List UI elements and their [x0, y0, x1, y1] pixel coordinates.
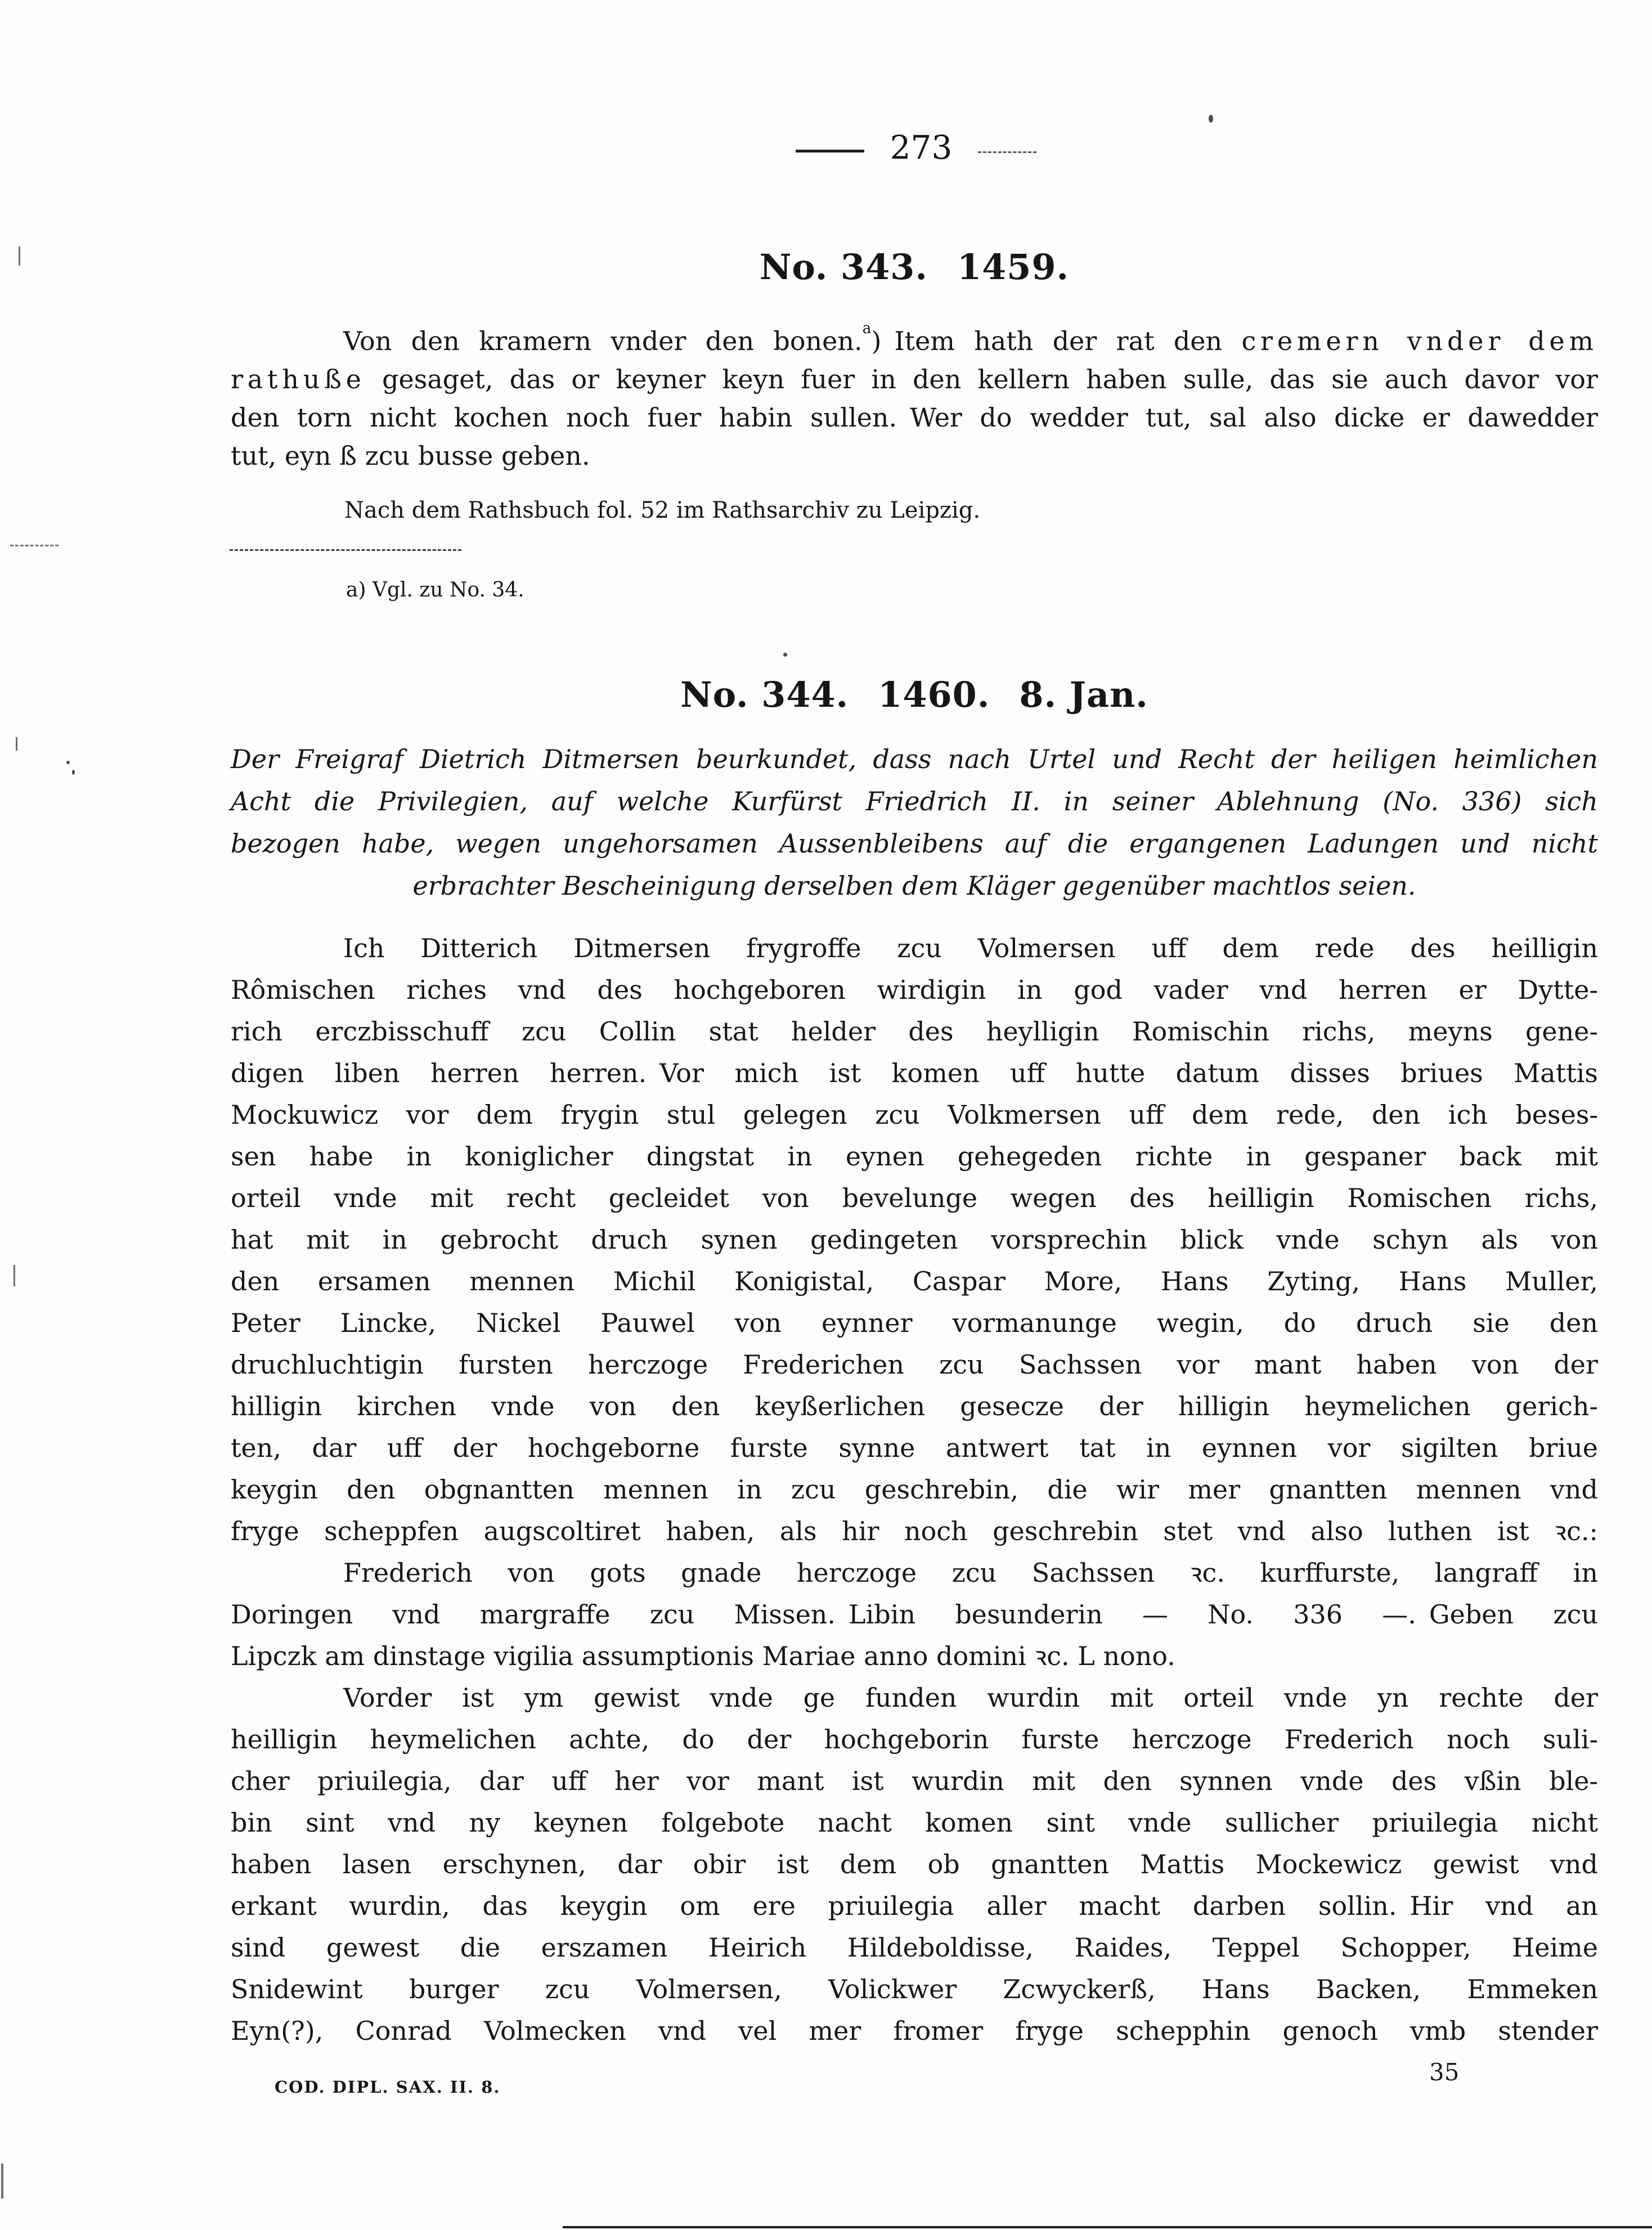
scan-artifact: [14, 1265, 15, 1286]
text-line: Mockuwicz vor dem frygin stul gelegen zcu Volkmersen uff dem rede, den ich beses-: [231, 1100, 1598, 1130]
text-line: den torn nicht kochen noch fuer habin sullen. Wer do wedder tut, sal also dicke er dawedder: [231, 402, 1598, 433]
text-line: Rômischen riches vnd des hochgeboren wirdigin in god vader vnd herren er Dytte-: [231, 975, 1598, 1005]
text-line: heilligin heymelichen achte, do der hochgeborin furste herczoge Frederich noch suli-: [231, 1724, 1598, 1755]
text-line: rathuße gesaget, das or keyner keyn fuer in den kellern haben sulle, das sie auch davor vor: [231, 364, 1598, 394]
text-line: druchluchtigin fursten herczoge Frederichen zcu Sachssen vor mant haben von der: [231, 1349, 1598, 1380]
page-header: [0, 125, 1652, 170]
header-right-rule: [978, 151, 1036, 153]
text-line: hat mit in gebrocht druch synen gedingeten vorsprechin blick vnde schyn als von: [231, 1224, 1598, 1255]
entry-343-footnote: a) Vgl. zu No. 34.: [346, 578, 524, 602]
text-line: erkant wurdin, das keygin om ere priuilegia aller macht darben sollin. Hir vnd an: [231, 1891, 1598, 1921]
header-left-rule: [796, 150, 864, 152]
entry-344-heading: [231, 674, 1598, 715]
scan-artifact: [1, 2164, 3, 2198]
page-number: 273: [890, 128, 953, 167]
text-line: Peter Lincke, Nickel Pauwel von eynner vormanunge wegin, do druch sie den: [231, 1308, 1598, 1338]
text-line: Snidewint burger zcu Volmersen, Volickwer Zcwyckerß, Hans Backen, Emmeken: [231, 1974, 1598, 2004]
text-line: Lipczk am dinstage vigilia assumptionis Mariae anno domini ꝛc. L nono.: [231, 1641, 1175, 1671]
scan-artifact: [1209, 115, 1213, 123]
text-line: Ich Ditterich Ditmersen frygroffe zcu Volmersen uff dem rede des heilligin: [343, 933, 1598, 963]
text-line: keygin den obgnantten mennen in zcu geschrebin, die wir mer gnantten mennen vnd: [231, 1474, 1598, 1505]
entry-344-summary: [231, 738, 1598, 907]
text-line: fryge scheppfen augscoltiret haben, als hir noch geschrebin stet vnd also luthen ist ꝛc.:: [231, 1516, 1598, 1546]
entry-344-day: 8. Jan.: [1019, 674, 1148, 715]
text-line: rich erczbisschuff zcu Collin stat helder des heylligin Romischin richs, meyns gene-: [231, 1016, 1598, 1047]
body-paragraph: [231, 1677, 1598, 2052]
scan-artifact: [783, 653, 787, 657]
text-line: ten, dar uff der hochgeborne furste synne antwert tat in eynnen vor sigilten briue: [231, 1433, 1598, 1463]
entry-344-year: 1460.: [878, 674, 990, 715]
body-paragraph: [231, 1552, 1598, 1677]
series-signature: COD. DIPL. SAX. II. 8.: [275, 2078, 501, 2097]
entry-343-paragraph: [231, 322, 1598, 475]
entry-343-heading: [231, 246, 1598, 288]
text-line: bezogen habe, wegen ungehorsamen Aussenbleibens auf die ergangenen Ladungen und nicht: [231, 828, 1598, 859]
entry-344-body: [231, 927, 1598, 2052]
text-line: Frederich von gots gnade herczoge zcu Sachssen ꝛc. kurffurste, langraff in: [343, 1558, 1598, 1588]
entry-343-source: Nach dem Rathsbuch fol. 52 im Rathsarchiv zu Leipzig.: [344, 497, 981, 523]
entry-343-number: No. 343.: [759, 246, 928, 288]
text-line: Doringen vnd margraffe zcu Missen. Libin besunderin — No. 336 —. Geben zcu: [231, 1599, 1598, 1630]
scan-artifact: [72, 770, 75, 775]
text-line: Von den kramern vnder den bonen.$^a$) Item hath der rat den cremern vnder dem: [343, 320, 1598, 356]
text-line: Eyn(?), Conrad Volmecken vnd vel mer fromer fryge schepphin genoch vmb stender: [231, 2016, 1598, 2046]
text-line: den ersamen mennen Michil Konigistal, Caspar More, Hans Zyting, Hans Muller,: [231, 1266, 1598, 1296]
text-line: digen liben herren herren. Vor mich ist komen uff hutte datum disses briues Mattis: [231, 1058, 1598, 1088]
text-line: orteil vnde mit recht gecleidet von bevelunge wegen des heilligin Romischen richs,: [231, 1183, 1598, 1213]
entry-343-year: 1459.: [957, 246, 1070, 288]
text-line: hilligin kirchen vnde von den keyßerlichen gesecze der hilligin heymelichen gerich-: [231, 1391, 1598, 1421]
scan-artifact: [563, 2226, 1652, 2228]
scan-artifact: [19, 246, 20, 266]
margin-mark: [10, 545, 59, 546]
text-line: haben lasen erschynen, dar obir ist dem ob gnantten Mattis Mockewicz gewist vnd: [231, 1849, 1598, 1879]
footnote-divider: [230, 549, 461, 551]
scan-artifact: [16, 737, 17, 751]
text-line: sen habe in koniglicher dingstat in eynen gehegeden richte in gespaner back mit: [231, 1141, 1598, 1172]
scan-artifact: [66, 761, 70, 764]
text-line: Acht die Privilegien, auf welche Kurfürst Friedrich II. in seiner Ablehnung (No. 336) sich: [231, 786, 1598, 816]
text-line: Der Freigraf Dietrich Ditmersen beurkundet, dass nach Urtel und Recht der heiligen heimlichen: [231, 744, 1598, 774]
text-line: erbrachter Bescheinigung derselben dem Kläger gegenüber machtlos seien.: [412, 871, 1416, 901]
body-paragraph: [231, 927, 1598, 1552]
text-line: cher priuilegia, dar uff her vor mant ist wurdin mit den synnen vnde des vßin ble-: [231, 1766, 1598, 1796]
sheet-number: 35: [1429, 2058, 1460, 2086]
text-line: Vorder ist ym gewist vnde ge funden wurdin mit orteil vnde yn rechte der: [343, 1682, 1598, 1713]
text-line: tut, eyn ß zcu busse geben.: [231, 441, 590, 471]
entry-344-number: No. 344.: [680, 674, 849, 715]
text-line: sind gewest die erszamen Heirich Hildeboldisse, Raides, Teppel Schopper, Heime: [231, 1932, 1598, 1963]
text-line: bin sint vnd ny keynen folgebote nacht komen sint vnde sullicher priuilegia nicht: [231, 1807, 1598, 1838]
